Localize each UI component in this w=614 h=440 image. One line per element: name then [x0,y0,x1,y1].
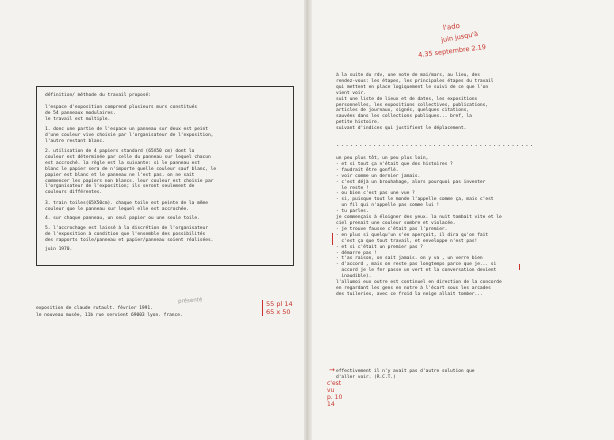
text-line: le reste ! [336,185,369,191]
definition-box [36,86,294,266]
text-line: - t'as raison, on sait jamais. on y va , un verre bien [336,256,483,262]
text-line: un peu plus tôt, un peu plus loin, [336,156,429,161]
intro-line: de 54 panneaux modulaires. [45,110,116,116]
right-paragraph-3 [336,369,475,381]
text-line: en regardant les gens en notre à l'écart sous les arcades [336,285,491,291]
item-line: commencer les papiers non blancs. leur couleur est choisie par [45,178,214,184]
item-line: couleur que le panneau sur lequel elle est accrochée. [45,206,189,212]
text-line: ciel prenait une couleur sombre et violacée. [336,220,456,226]
red-annotation-line: 65 x 50 [266,308,291,316]
text-line: à la suite du rdv, une note de mai/mars, au lieu, des [336,73,480,78]
text-line: - d'accord , mais on reste pas longtemps parce que je... si [336,262,497,268]
item-line: 2. utilisation de 4 papiers standard (65X50 cm) dont la [45,149,195,154]
right-paragraph-1 [336,73,494,132]
text-line: petite histoire. [336,120,380,126]
text-line: - et si tout ça n'était que des histoires ? [336,161,453,167]
text-line: - ou bien c'est pas une vue ? [336,191,415,197]
item-line: blanc le papier sera de n'importe quelle couleur sauf blanc, le [45,166,217,172]
museum-address-line: le nouveau musée, 11b rue servient 69003 lyon. france. [36,313,183,318]
item-line: est accroché. la règle est la suivante: si le panneau est [45,160,200,166]
handwritten-note-dates: 4.35 septembre 2.19 [417,42,487,60]
red-bracket [262,300,263,316]
text-line: qui mettent en place logiquement le suivi de ce que l'on [336,84,489,90]
item-line: papier est blanc et le panneau ne l'est pas. on ne sait [45,172,195,178]
text-line: inaudible). [336,274,372,280]
right-paragraph-2 [336,156,502,298]
red-annotation-sizes [266,300,293,316]
item-line: de l'exposition à condition que l'ensemble des possibilités [45,231,206,237]
definition-item-5 [45,226,213,244]
text-line: l'allumoi eux outre est continuel en direction de la concorde [336,280,502,286]
text-line: - c'est déjà un brouhahage, alors pourquoi pas inventer [336,179,486,185]
definition-date: juin 1970. [45,247,73,252]
text-line: d'aller voir. (R.C.T.) [336,374,396,380]
red-margin-mark [519,264,520,270]
item-line: couleur est déterminée par celle du panneau sur lequel chacun [45,154,211,160]
text-line: - je trouve fausse c'était pas l'premier. [336,226,448,232]
pencil-annotation: présenté [177,297,203,305]
red-bottom-annotation [327,380,342,408]
text-line: suit une liste de lieux et de dates, les expositions [336,96,478,102]
red-annotation-line: 14 [327,401,335,408]
text-line: - tu parles. [336,209,369,215]
item-line: l'autre restant blanc. [45,138,105,144]
definition-item-2 [45,149,216,196]
item-line: 5. l'accrochage est laissé à la discrétion de l'organisateur [45,226,208,231]
text-line: sauvées dans les collections publiques... bref, la [336,114,472,120]
book-gutter [304,0,312,440]
red-annotation-line: vu [327,387,335,394]
text-line: personnelles, les expositions collectives, publications, [336,102,489,108]
text-line: - et si c'était un premier pas ? [336,244,423,250]
intro-line: l'espace d'exposition comprend plusieurs murs constitués [45,105,198,110]
red-margin-mark [332,233,333,245]
item-line: 1. donc une partie de l'espace un panneau sur deux est peint [45,127,208,132]
text-line: - faudrait être gonflé. [336,167,399,173]
text-line: c'est ça que tout travail, et enveloppe n'est pas! [336,238,478,244]
intro-line: le travail est multiple. [45,116,111,122]
item-line: des rapports toile/panneau et papier/panneau soient réalisées. [45,237,214,243]
text-line: des tuileries, avec ce froid la neige allait tomber... [336,291,483,297]
red-annotation-line: c'est [327,380,342,387]
definition-item-4 [45,216,200,222]
red-annotation-line: p. 10 [327,394,343,401]
text-line: suivant d'indices qui justifient le déplacement. [336,126,467,132]
red-arrow-mark: → [329,366,335,374]
item-line: 3. train toiles(65X50cm). chaque toile est peinte de la même [45,201,208,206]
text-line: effectivement il n'y avait pas d'autre solution que [336,369,475,374]
dotted-separator: ........................................... [336,141,535,148]
text-line: je commençais à éloigner des yeux. la nuit tombait vite et le [336,215,502,221]
text-line: articles de journaux, signés, quelques citations, [336,108,470,114]
text-line: accord je le fer passe un vert et la conversation devient [336,268,497,274]
item-line: 4. sur chaque panneau, un seul papier ou une seule toile. [45,216,200,221]
item-line: d'une couleur vive choisie par l'organisateur de l'exposition, [45,132,214,138]
text-line: un fil qui n'appelle pas comme lui ! [336,203,440,209]
text-line: - voir comme un dernier jamais. [336,173,421,179]
definition-intro [45,105,197,123]
text-line: - démarre pas ! [336,250,377,256]
item-line: couleurs différentes. [45,190,103,196]
item-line: l'organisateur de l'exposition; ils seront seulement de [45,184,195,190]
text-line: vient voir. [336,90,366,96]
text-line: - si, puisque tout le monde l'appelle comme ça, mais c'est [336,197,494,203]
definition-item-1 [45,127,213,145]
exhibition-line: exposition de claude rutault. février 1991. [36,306,153,311]
handwritten-note-middle: juin jusqu'à [440,29,479,45]
handwritten-note-top: l'ado [442,21,461,33]
red-annotation-line: 55 pl 14 [266,300,293,308]
text-line: rendez-vous: les étapes, les principales étapes du travail [336,78,494,84]
definition-item-3 [45,201,208,213]
definition-title: définition/ méthode du travail proposé: [45,93,151,98]
text-line: - en plus si quelqu'un s'en aperçoit, il dira qu'on fait [336,232,489,238]
